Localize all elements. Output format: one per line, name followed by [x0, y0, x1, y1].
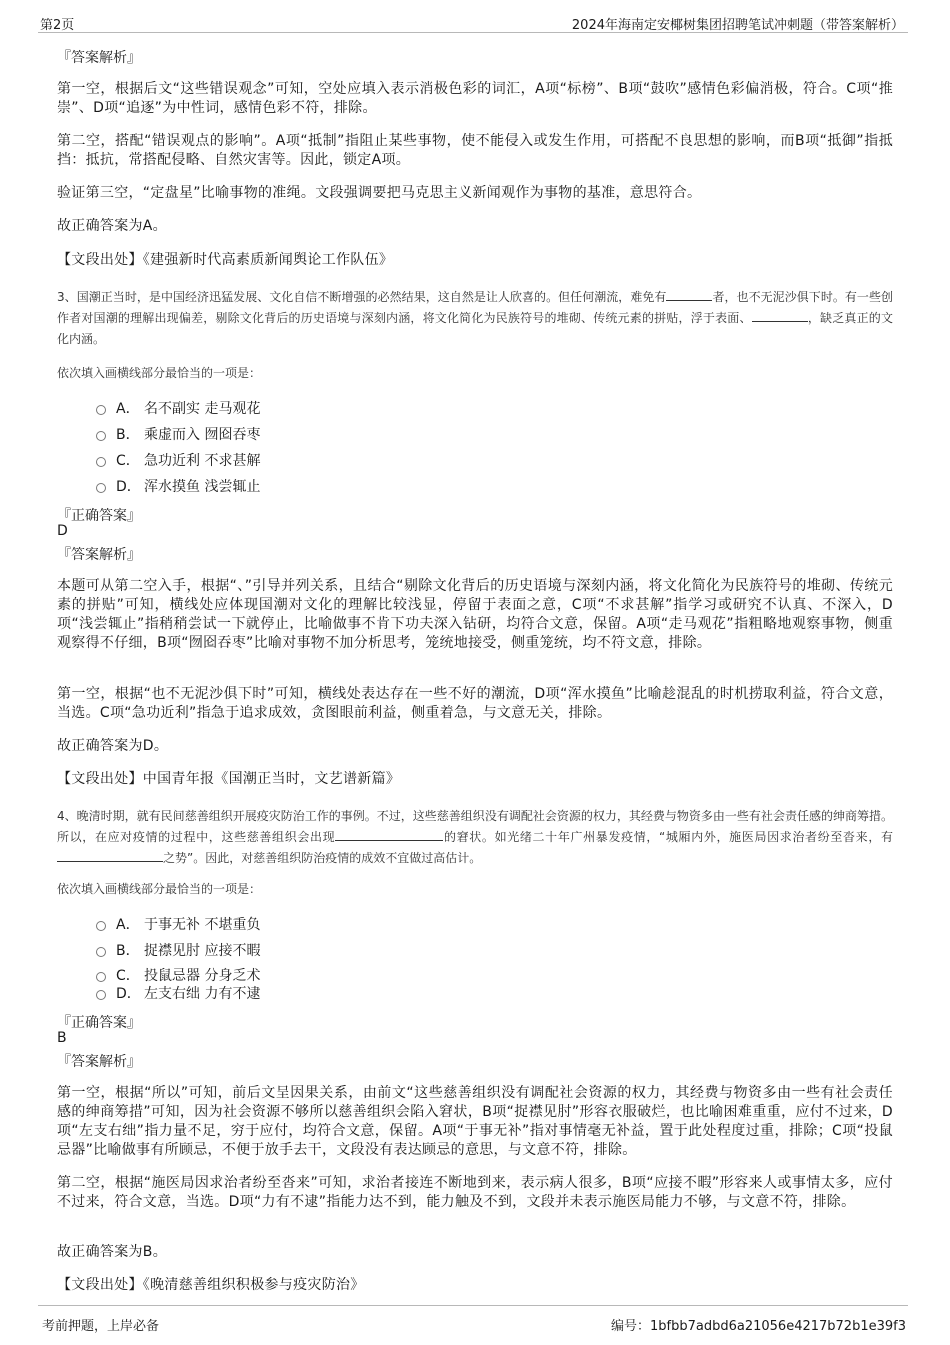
question-prompt: 依次填入画横线部分最恰当的一项是：	[57, 882, 262, 896]
radio-button[interactable]	[96, 431, 106, 441]
analysis-mark: 『答案解析』	[57, 1054, 141, 1070]
source-citation: 【文段出处】《建强新时代高素质新闻舆论工作队伍》	[57, 252, 394, 268]
correct-answer-mark: 『正确答案』	[57, 1015, 141, 1031]
analysis-paragraph: 第一空，根据“也不无泥沙俱下时”可知，横线处表达存在一些不好的潮流，D项“浑水摸鱼”比喻趁混乱的时机捞取利益，符合文意，当选。C项“急功近利”指急于追求成效，贪图眼前利益，侧重着急，与文意无关，排除。	[57, 686, 893, 721]
page-footer	[38, 1305, 908, 1336]
analysis-mark: 『答案解析』	[57, 547, 141, 563]
answer-conclusion: 故正确答案为D。	[57, 738, 169, 754]
option-c[interactable]: C． 急功近利 不求甚解	[96, 451, 260, 469]
radio-button[interactable]	[96, 972, 106, 982]
question-4-stem: 4、晚清时期，就有民间慈善组织开展疫灾防治工作的事例。不过，这些慈善组织没有调配社会资源的权力，其经费与物资多由一些有社会责任感的绅商筹措。所以，在应对疫情的过程中，这些慈善组织会出现 的窘状。如光绪二十年广州暴发疫情，“城厢内外，施医局因求治者纷至沓来，有之势”。因此，对慈善组织防治疫情的成效不宜做过高估计。	[57, 809, 893, 865]
question-3-stem: 3、国潮正当时，是中国经济迅猛发展、文化自信不断增强的必然结果，这自然是让人欣喜的。但任何潮流，难免有 者，也不无泥沙俱下时。有一些创作者对国潮的理解出现偏差，剔除文化背后的历史语境与深刻内涵，将文化简化为民族符号的堆砌、传统元素的拼贴，浮于表面、 ，缺乏真正的文化内涵。	[57, 290, 893, 346]
source-citation: 【文段出处】中国青年报《国潮正当时，文艺谱新篇》	[57, 771, 401, 787]
answer-conclusion: 故正确答案为A。	[57, 218, 167, 234]
option-b[interactable]: B． 乘虚而入 囫囵吞枣	[96, 425, 260, 443]
analysis-paragraph: 第一空，根据“所以”可知，前后文呈因果关系，由前文“这些慈善组织没有调配社会资源的权力，其经费与物资多由一些有社会责任感的绅商筹措”可知，因为社会资源不够所以慈善组织会陷入窘状，B项“捉襟见肘”形容衣服破烂，也比喻困难重重，应付不过来，D项“左支右绌”指力量不足，穷于应付，均符合文意，保留。A项“于事无补”指对事情毫无补益，置于此处程度过重，排除；C项“投鼠忌器”比喻做事有所顾忌，不便于放手去干，文段没有表达顾忌的意思，与文意不符，排除。	[57, 1085, 893, 1158]
option-b[interactable]: B． 捉襟见肘 应接不暇	[96, 941, 260, 959]
answer-conclusion: 故正确答案为B。	[57, 1244, 168, 1260]
analysis-paragraph: 本题可从第二空入手，根据“、”引导并列关系，且结合“剔除文化背后的历史语境与深刻内涵，将文化简化为民族符号的堆砌、传统元素的拼贴”可知，横线处应体现国潮对文化的理解比较浅显，停留于表面之意，C项“不求甚解”指学习或研究不认真、不深入，D项“浅尝辄止”指稍稍尝试一下就停止，比喻做事不肯下功夫深入钻研，均符合文意，保留。A项“走马观花”指粗略地观察事物，侧重观察得不仔细，B项“囫囵吞枣”比喻对事物不加分析思考，笼统地接受，侧重笼统，均不符文意，排除。	[57, 578, 893, 651]
correct-answer: D	[57, 523, 68, 539]
radio-button[interactable]	[96, 990, 106, 1000]
analysis-paragraph: 第二空，搭配“错误观点的影响”。A项“抵制”指阻止某些事物，使不能侵入或发生作用，可搭配不良思想的影响，而B项“抵御”指抵挡：抵抗，常搭配侵略、自然灾害等。因此，锁定A项。	[57, 133, 893, 168]
page-number: 第2页	[40, 18, 75, 33]
page-header	[38, 12, 908, 33]
footer-slogan: 考前押题，上岸必备	[42, 1319, 160, 1334]
option-d[interactable]: D． 左支右绌 力有不逮	[96, 984, 260, 1002]
option-a[interactable]: A． 名不副实 走马观花	[96, 399, 260, 417]
fill-blank	[752, 309, 808, 322]
analysis-paragraph: 第一空，根据后文“这些错误观念”可知，空处应填入表示消极色彩的词汇，A项“标榜”、B项“鼓吹”感情色彩偏消极，符合。C项“推崇”、D项“追逐”为中性词，感情色彩不符，排除。	[57, 81, 893, 116]
fill-blank	[335, 828, 443, 841]
question-prompt: 依次填入画横线部分最恰当的一项是：	[57, 366, 262, 380]
radio-button[interactable]	[96, 921, 106, 931]
document-title: 2024年海南定安椰树集团招聘笔试冲刺题（带答案解析）	[571, 18, 904, 33]
radio-button[interactable]	[96, 457, 106, 467]
document-id: 编号：1bfbb7adbd6a21056e4217b72b1e39f3	[611, 1319, 906, 1334]
analysis-paragraph: 第二空，根据“施医局因求治者纷至沓来”可知，求治者接连不断地到来，表示病人很多，B项“应接不暇”形容来人或事情太多，应付不过来，符合文意，当选。D项“力有不逮”指能力达不到，能力触及不到，文段并未表示施医局能力不够，与文意不符，排除。	[57, 1175, 893, 1210]
radio-button[interactable]	[96, 405, 106, 415]
analysis-mark: 『答案解析』	[57, 50, 141, 66]
option-d[interactable]: D． 浑水摸鱼 浅尝辄止	[96, 477, 260, 495]
analysis-paragraph: 验证第三空，“定盘星”比喻事物的准绳。文段强调要把马克思主义新闻观作为事物的基准，意思符合。	[57, 185, 702, 201]
radio-button[interactable]	[96, 947, 106, 957]
option-a[interactable]: A． 于事无补 不堪重负	[96, 915, 260, 933]
correct-answer: B	[57, 1030, 67, 1046]
radio-button[interactable]	[96, 483, 106, 493]
correct-answer-mark: 『正确答案』	[57, 508, 141, 524]
fill-blank	[666, 288, 712, 301]
source-citation: 【文段出处】《晚清慈善组织积极参与疫灾防治》	[57, 1277, 365, 1293]
fill-blank	[57, 849, 163, 862]
option-c[interactable]: C． 投鼠忌器 分身乏术	[96, 966, 260, 984]
